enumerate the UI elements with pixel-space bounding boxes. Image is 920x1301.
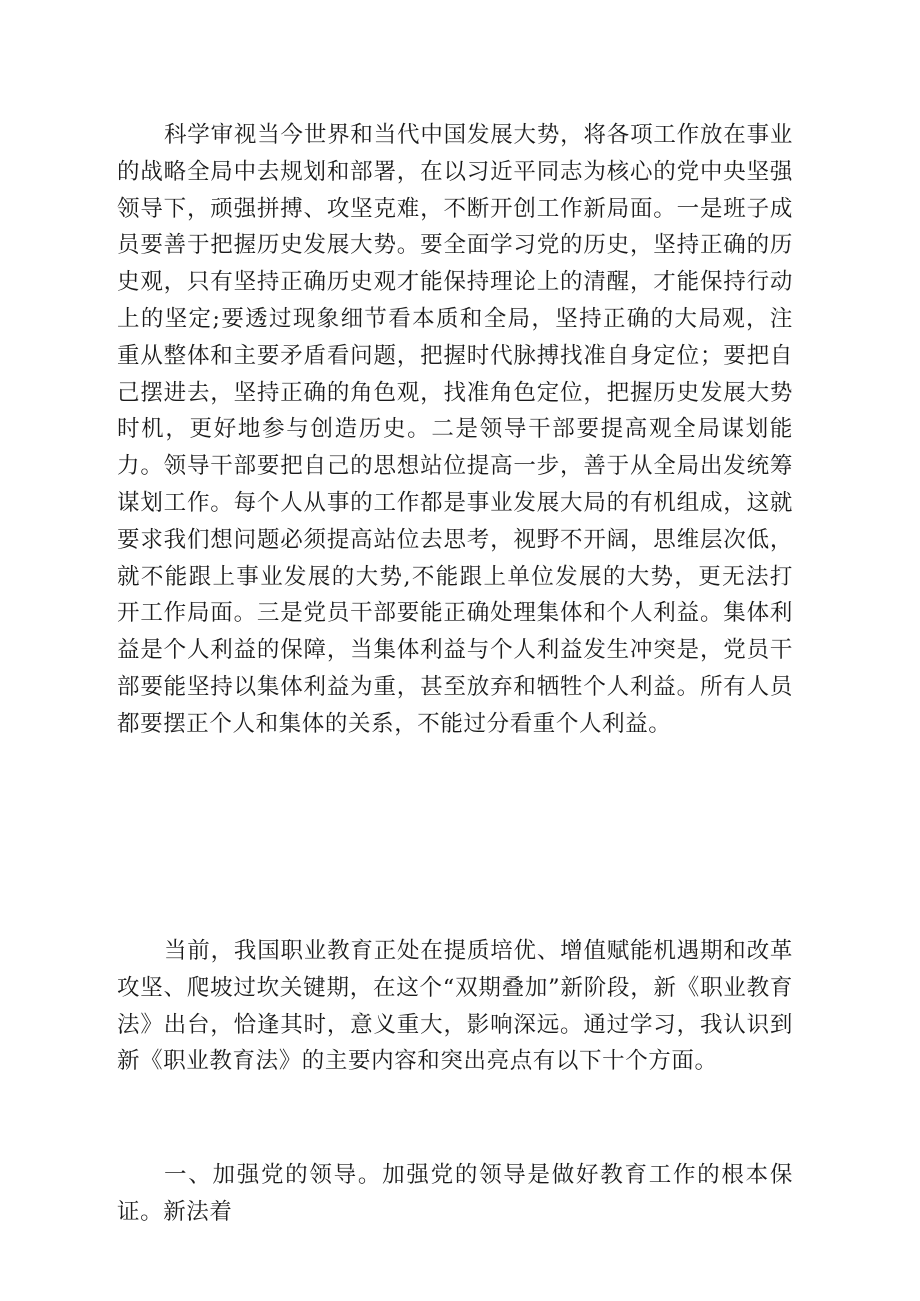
body-paragraph-3: 一、加强党的领导。加强党的领导是做好教育工作的根本保证。新法着	[117, 1162, 793, 1225]
body-paragraph-1: 科学审视当今世界和当代中国发展大势，将各项工作放在事业的战略全局中去规划和部署，在以习近平同志为核心的党中央坚强领导下，顽强拼搏、攻坚克难，不断开创工作新局面。一是班子成员要善于把握历史发展大势。要全面学习党的历史，坚持正确的历史观，只有坚持正确历史观才能保持理论上的清醒，才能保持行动上的坚定;要透过现象细节看本质和全局，坚持正确的大局观，注重从整体和主要矛盾看问题，把握时代脉搏找准自身定位；要把自己摆进去，坚持正确的角色观，找准角色定位，把握历史发展大势时机，更好地参与创造历史。二是领导干部要提高观全局谋划能力。领导干部要把自己的思想站位提高一步，善于从全局出发统筹谋划工作。每个人从事的工作都是事业发展大局的有机组成，这就要求我们想问题必须提高站位去思考，视野不开阔，思维层次低，就不能跟上事业发展的大势,不能跟上单位发展的大势，更无法打开工作局面。三是党员干部要能正确处理集体和个人利益。集体利益是个人利益的保障，当集体利益与个人利益发生冲突是，党员干部要能坚持以集体利益为重，甚至放弃和牺牲个人利益。所有人员都要摆正个人和集体的关系，不能过分看重个人利益。	[117, 122, 793, 737]
body-paragraph-2: 当前，我国职业教育正处在提质培优、增值赋能机遇期和改革攻坚、爬坡过坎关键期，在这个“双期叠加”新阶段，新《职业教育法》出台，恰逢其时，意义重大，影响深远。通过学习，我认识到新《职业教育法》的主要内容和突出亮点有以下十个方面。	[117, 938, 793, 1075]
